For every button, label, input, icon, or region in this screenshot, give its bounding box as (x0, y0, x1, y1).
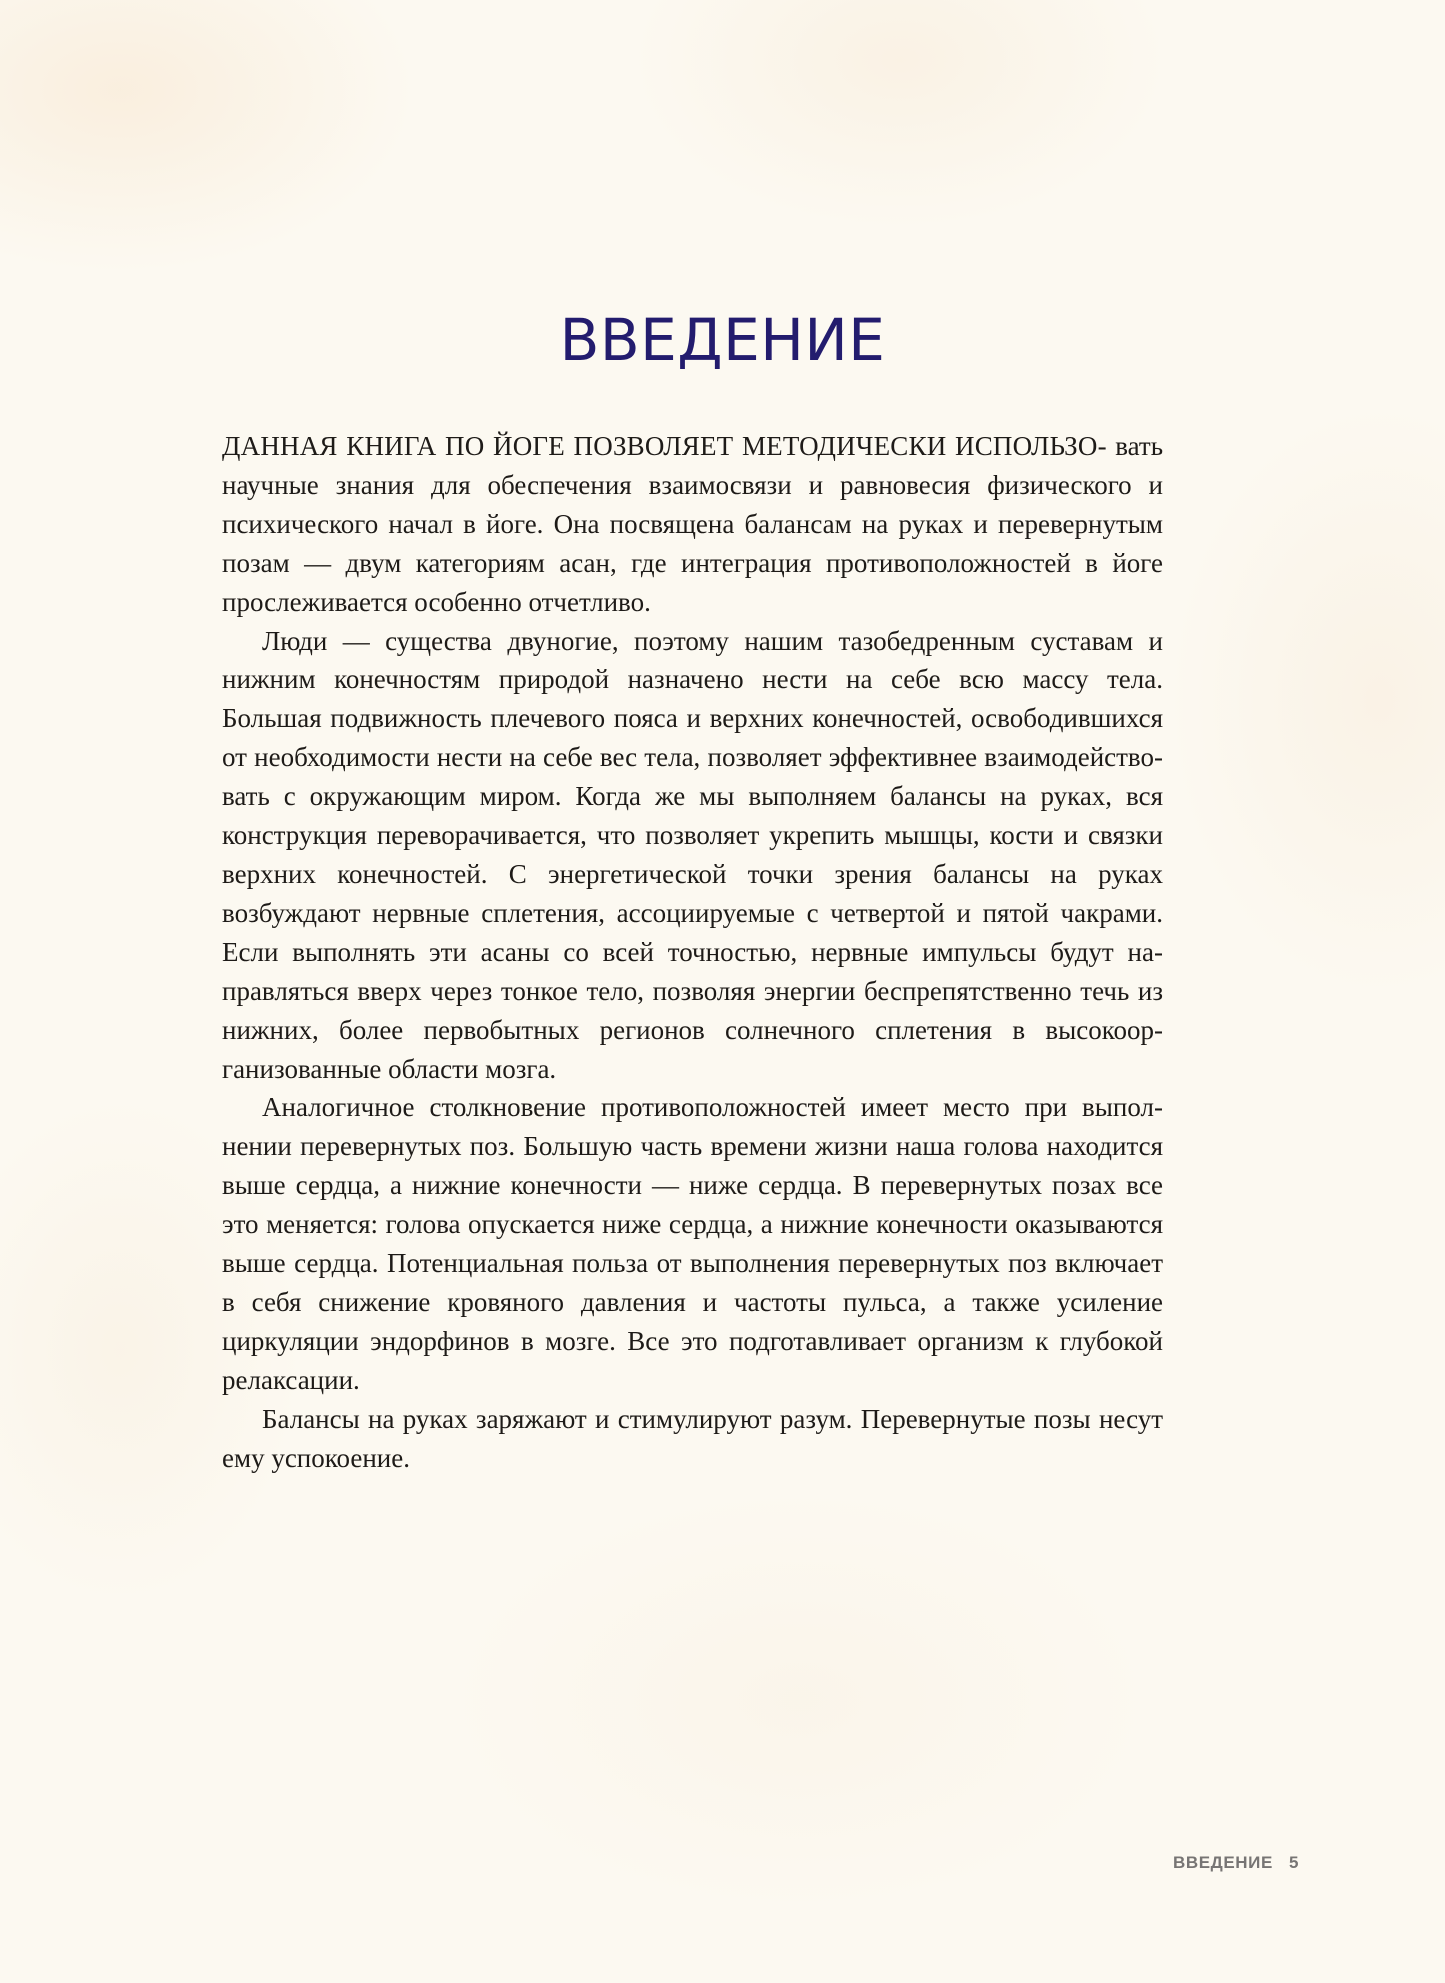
paragraph-1-lead-caps: ДАННАЯ КНИГА ПО ЙОГЕ ПОЗВОЛЯЕТ МЕТОДИЧЕСКИ ИСПОЛЬЗО- (222, 431, 1107, 461)
page-title: ВВЕДЕНИЕ (559, 306, 886, 374)
paragraph-1-text: вать научные знания для обеспечения взаимосвязи и равновесия физического и психического начал в йоге. Она посвящена балансам на руках и перевернутым позам — двум категориям асан, где интеграция противоположностей в йоге прослеживается особенно отчетливо. (222, 431, 1164, 617)
paragraph-2: Люди — существа двуногие, поэтому нашим тазобедренным суставам и нижним конечностям природой назначено нести на себе всю массу тела. Большая подвижность плечевого пояса и верхних конечностей, освободившихся от необходимости нести на себе вес тела, позволяет эффективнее взаимодействовать с окружающим миром. Когда же мы выполняем балансы на руках, вся конструкция переворачивается, что позволяет укрепить мышцы, кости и связки верхних конечностей. С энергетической точки зрения балансы на руках возбуждают нервные сплетения, ассоциируемые с четвертой и пятой чакрами. Если выполнять эти асаны со всей точностью, нервные импульсы будут направляться вверх через тонкое тело, позволяя энергии беспрепятственно течь из нижних, более первобытных регионов солнечного сплетения в высокоорганизованные области мозга. (222, 625, 1163, 1084)
running-footer (1173, 1853, 1299, 1873)
paragraph-1 (222, 427, 1163, 622)
paragraph-4: Балансы на руках заряжают и стимулируют разум. Перевернутые позы несут ему успокоение. (222, 1403, 1163, 1473)
paragraph-3: Аналогичное столкновение противоположностей имеет место при выполнении перевернутых поз. Большую часть времени жизни наша голова находится выше сердца, а нижние конечности — ниже сердца. В перевернутых позах все это меняется: голова опускается ниже сердца, а нижние конечности оказываются выше сердца. Потенциальная польза от выполнения перевернутых поз включает в себя снижение кровяного давления и частоты пульса, а также усиление циркуляции эндорфинов в мозге. Все это подготавливает организм к глубокой релаксации. (222, 1092, 1163, 1395)
page-number: 5 (1288, 1853, 1299, 1872)
footer-section-label: ВВЕДЕНИЕ (1172, 1853, 1273, 1872)
body-text (222, 427, 1163, 1477)
